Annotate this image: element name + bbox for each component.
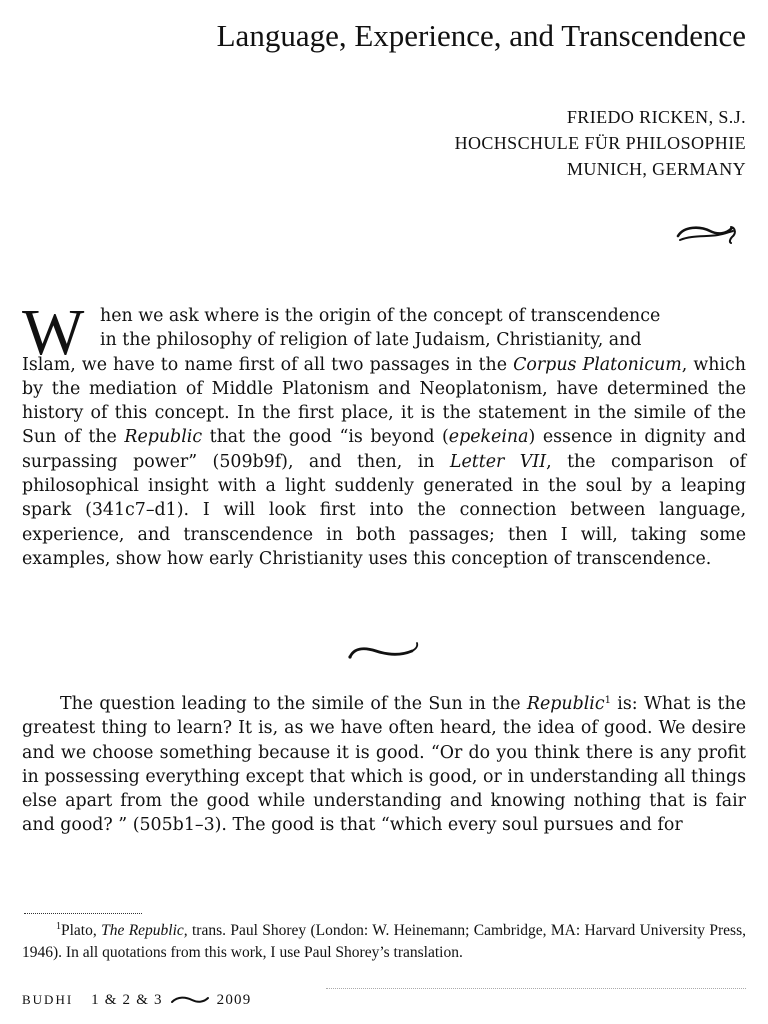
- footnote-reference[interactable]: 1: [604, 695, 611, 706]
- italic-term: Republic: [526, 694, 605, 714]
- italic-work-title: The Republic,: [101, 922, 188, 939]
- journal-year: 2009: [216, 992, 252, 1008]
- author-name: FRIEDO RICKEN, S.J.: [566, 107, 746, 127]
- second-paragraph: [22, 692, 746, 838]
- paragraph-text: The question leading to the simile of the Sun in the: [60, 694, 527, 714]
- bottom-rule: [326, 988, 746, 989]
- paragraph-text: Islam, we have to name first of all two passages in the: [22, 354, 514, 375]
- section-divider-ornament: [346, 640, 422, 662]
- footnote-text: trans. Paul Shorey (London: W. Heinemann; Cambridge, MA: Harvard University Press, 1946). In all quotations from this work, I use Paul Shorey’s translation.: [22, 922, 746, 961]
- italic-term: Corpus Platonicum: [513, 354, 682, 375]
- footer-tilde-ornament: [170, 991, 210, 1011]
- paragraph-line: in the philosophy of religion of late Judaism, Christianity, and: [100, 330, 642, 351]
- footnote-number: 1: [56, 921, 61, 932]
- paragraph-text: , which by the mediation of Middle Platonism and Neoplatonism, have determined the history of this concept. In the first place, it is the statement in the simile of the Sun of the: [22, 354, 746, 448]
- opening-paragraph: [22, 304, 746, 571]
- journal-name: BUDHI: [22, 992, 74, 1007]
- paragraph-text: is: What is the greatest thing to learn? It is, as we have often heard, the idea of good. We desire and we choose something because it is good. “Or do you think there is any profit in possessing everything except that which is good, or in understanding all things else apart from the good while understanding and knowing nothing that is fair and good? ” (505b1–3). The good is that “which every soul pursues and for: [22, 694, 746, 836]
- author-institution: HOCHSCHULE FÜR PHILOSOPHIE: [454, 133, 746, 153]
- journal-issue: 1 & 2 & 3: [91, 992, 163, 1008]
- paragraph-text: , the comparison of philosophical insight with a light suddenly generated in the soul by a leaping spark (341c7–d1). I will look first into the connection between language, experience, and transcendence in both passages; then I will, taking some examples, show how early Christianity uses this conception of transcendence.: [22, 451, 747, 569]
- author-block: [455, 104, 746, 182]
- article-title: Language, Experience, and Transcendence: [216, 18, 746, 53]
- author-location: MUNICH, GERMANY: [566, 159, 746, 179]
- paragraph-text: that the good “is beyond (: [202, 427, 449, 448]
- footnote-divider: [24, 913, 142, 914]
- italic-term: Republic: [124, 427, 203, 448]
- paragraph-line: hen we ask where is the origin of the concept of transcendence: [100, 306, 661, 326]
- italic-term: epekeina: [448, 427, 529, 448]
- paragraph-text: ) essence in dignity and surpassing power” (509b9f), and then, in: [22, 427, 746, 472]
- italic-term: Letter VII: [449, 451, 547, 472]
- drop-cap-letter: W: [22, 296, 85, 369]
- header-flourish-ornament: [674, 222, 738, 244]
- running-footer: [22, 990, 251, 1011]
- footnote-text: Plato,: [61, 922, 102, 939]
- footnote: [22, 920, 746, 964]
